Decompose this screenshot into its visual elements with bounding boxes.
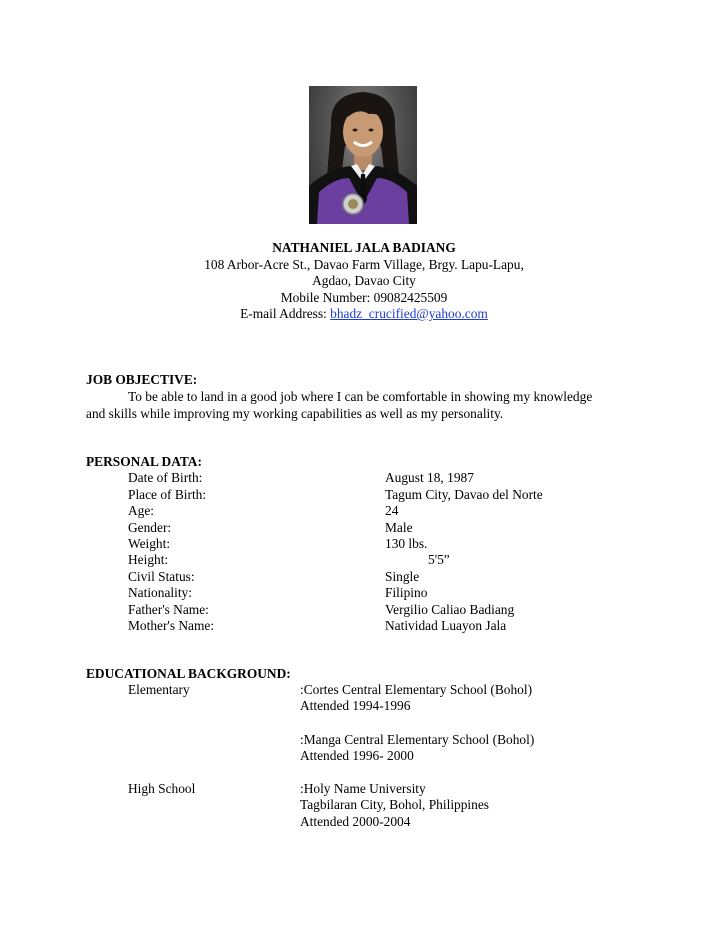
personal-label-gender: Gender: — [128, 520, 172, 535]
personal-data-heading: PERSONAL DATA: — [86, 454, 202, 469]
personal-label-age: Age: — [128, 503, 155, 518]
personal-label-birthplace: Place of Birth: — [128, 487, 207, 502]
job-objective-line-2: and skills while improving my working capabilities as well as my personality. — [86, 406, 504, 421]
personal-value-nationality: Filipino — [385, 585, 428, 600]
education-elementary-label: Elementary — [128, 682, 190, 697]
personal-value-mother: Natividad Luayon Jala — [385, 618, 507, 633]
education-elementary-2-school: :Manga Central Elementary School (Bohol) — [300, 732, 535, 747]
personal-value-height: 5'5” — [428, 552, 450, 567]
personal-value-age: 24 — [385, 503, 399, 518]
education-elementary-1-school: :Cortes Central Elementary School (Bohol) — [300, 682, 533, 697]
email-link[interactable]: bhadz_crucified@yahoo.com — [330, 306, 488, 321]
personal-label-weight: Weight: — [128, 536, 171, 551]
personal-value-birthdate: August 18, 1987 — [385, 470, 474, 485]
personal-value-civil-status: Single — [385, 569, 420, 584]
education-highschool-school: :Holy Name University — [300, 781, 426, 796]
education-highschool-label: High School — [128, 781, 196, 796]
email-line — [0, 306, 728, 323]
education-elementary-2-attended: Attended 1996- 2000 — [300, 748, 414, 763]
mobile-number: Mobile Number: 09082425509 — [280, 289, 448, 305]
address-line-1: 108 Arbor-Acre St., Davao Farm Village, Brgy. Lapu-Lapu, — [204, 256, 524, 272]
education-elementary-1-attended: Attended 1994-1996 — [300, 698, 411, 713]
graduate-portrait-icon — [309, 86, 417, 224]
job-objective-heading: JOB OBJECTIVE: — [86, 372, 198, 387]
education-highschool-location: Tagbilaran City, Bohol, Philippines — [300, 797, 489, 812]
education-heading: EDUCATIONAL BACKGROUND: — [86, 666, 291, 681]
email-label: E-mail Address: — [240, 306, 331, 321]
personal-label-birthdate: Date of Birth: — [128, 470, 203, 485]
job-objective-line-1: To be able to land in a good job where I can be comfortable in showing my knowledge — [128, 389, 593, 404]
profile-photo — [309, 86, 417, 224]
address-line-2: Agdao, Davao City — [312, 273, 416, 288]
personal-label-height: Height: — [128, 552, 169, 567]
personal-label-civil-status: Civil Status: — [128, 569, 195, 584]
personal-value-birthplace: Tagum City, Davao del Norte — [385, 487, 543, 502]
personal-value-father: Vergilio Caliao Badiang — [385, 602, 515, 617]
personal-label-father: Father's Name: — [128, 602, 209, 617]
personal-value-gender: Male — [385, 520, 413, 535]
applicant-name: NATHANIEL JALA BADIANG — [272, 240, 456, 255]
education-highschool-attended: Attended 2000-2004 — [300, 814, 411, 829]
personal-label-mother: Mother's Name: — [128, 618, 215, 633]
personal-value-weight: 130 lbs. — [385, 536, 428, 551]
personal-label-nationality: Nationality: — [128, 585, 192, 600]
